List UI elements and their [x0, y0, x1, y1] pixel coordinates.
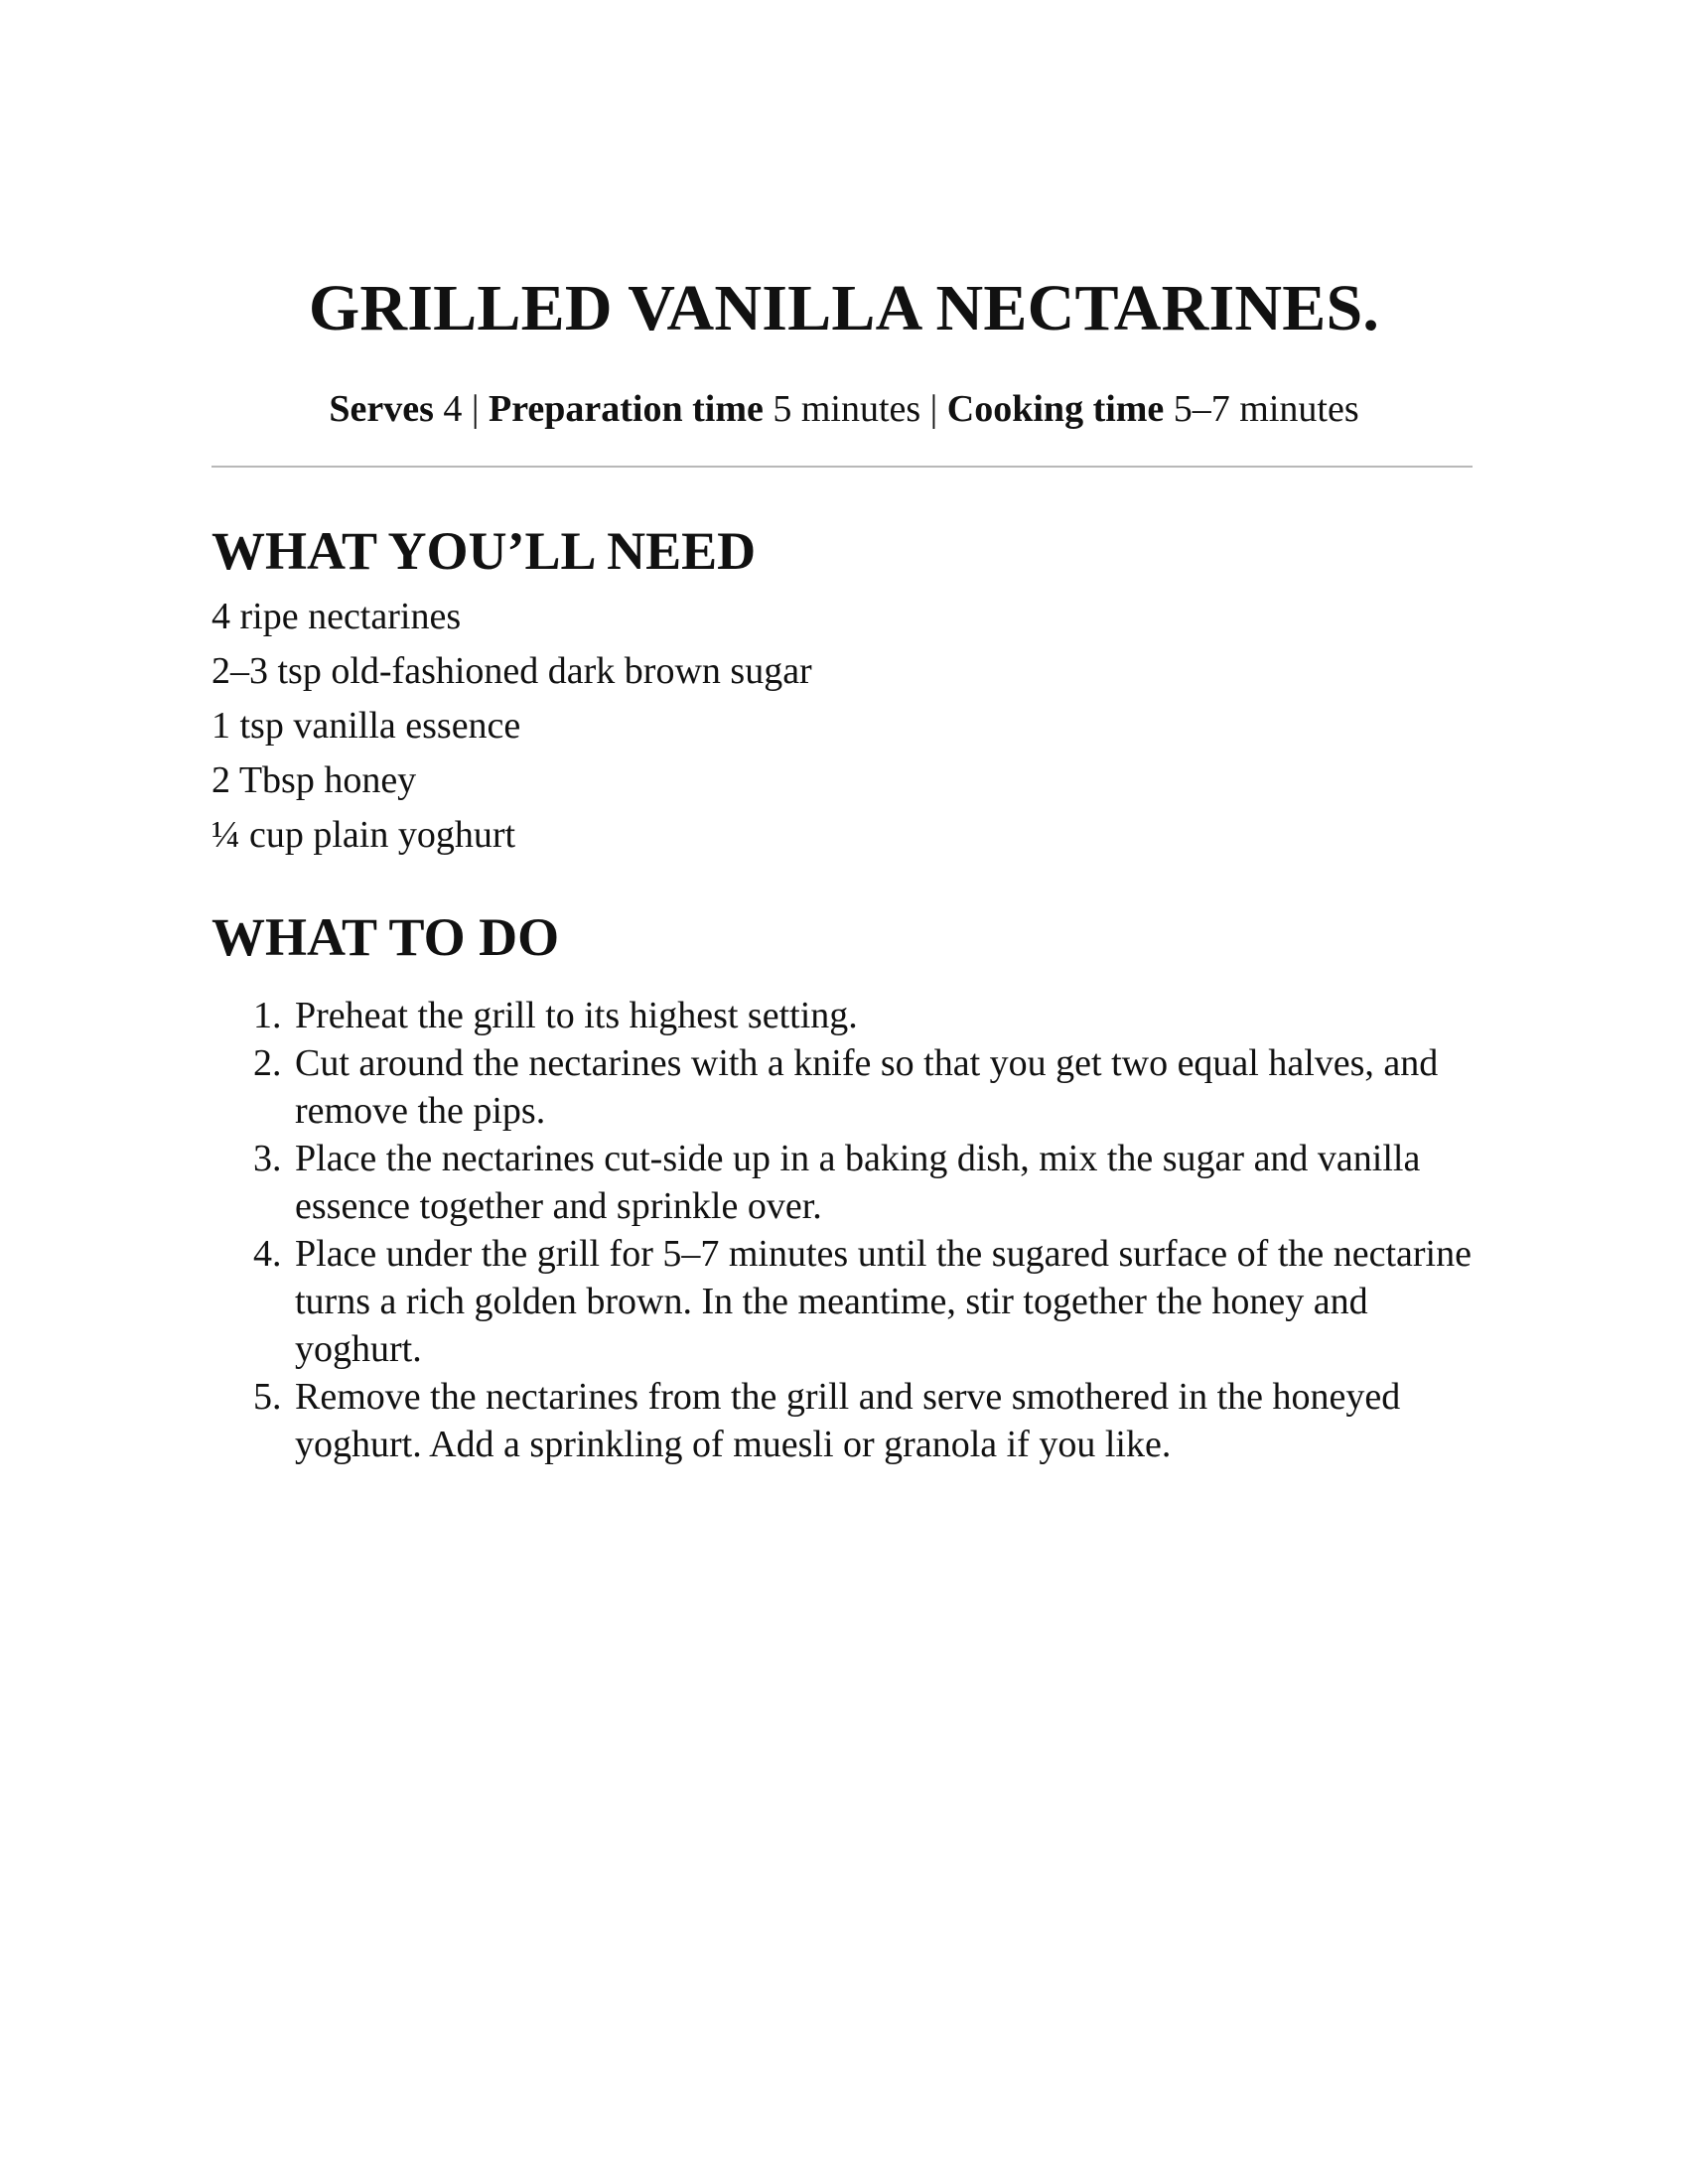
step-item: [211, 1039, 1492, 1135]
steps-heading: WHAT TO DO: [211, 907, 560, 967]
step-text: Place the nectarines cut-side up in a baking dish, mix the sugar and vanilla essence together and sprinkle over.: [295, 1138, 1421, 1227]
cook-time-value: 5–7 minutes: [1164, 388, 1359, 430]
step-number: 1.: [253, 995, 282, 1036]
ingredient-item: ¼ cup plain yoghurt: [211, 814, 516, 856]
prep-time-value: 5 minutes |: [763, 388, 947, 430]
step-number: 5.: [253, 1376, 282, 1418]
ingredient-item: 1 tsp vanilla essence: [211, 705, 521, 747]
recipe-title: GRILLED VANILLA NECTARINES.: [308, 272, 1380, 344]
serves-label: Serves: [329, 388, 434, 430]
step-number: 2.: [253, 1042, 282, 1084]
ingredient-item: 2–3 tsp old-fashioned dark brown sugar: [211, 650, 812, 692]
step-number: 3.: [253, 1138, 282, 1179]
step-text: Place under the grill for 5–7 minutes until the sugared surface of the nectarine turns a rich golden brown. In the meantime, stir together the honey and yoghurt.: [295, 1233, 1472, 1370]
step-number: 4.: [253, 1233, 282, 1275]
step-item: [211, 1373, 1492, 1468]
step-item: [211, 1135, 1492, 1230]
ingredients-list: [211, 596, 812, 869]
divider: [211, 466, 1473, 468]
step-item: [211, 1230, 1492, 1373]
ingredient-item: 4 ripe nectarines: [211, 596, 462, 637]
cook-time-label: Cooking time: [946, 388, 1165, 430]
step-text: Preheat the grill to its highest setting.: [295, 995, 858, 1036]
prep-time-label: Preparation time: [489, 388, 764, 430]
steps-list: [211, 992, 1492, 1468]
recipe-meta: [0, 390, 1688, 428]
ingredient-item: 2 Tbsp honey: [211, 759, 417, 801]
step-item: [211, 992, 1492, 1039]
ingredients-heading: WHAT YOU’LL NEED: [211, 521, 757, 581]
step-text: Cut around the nectarines with a knife so that you get two equal halves, and remove the pips.: [295, 1042, 1439, 1132]
step-text: Remove the nectarines from the grill and serve smothered in the honeyed yoghurt. Add a sprinkling of muesli or granola if you like.: [295, 1376, 1401, 1465]
serves-value: 4 |: [433, 388, 490, 430]
